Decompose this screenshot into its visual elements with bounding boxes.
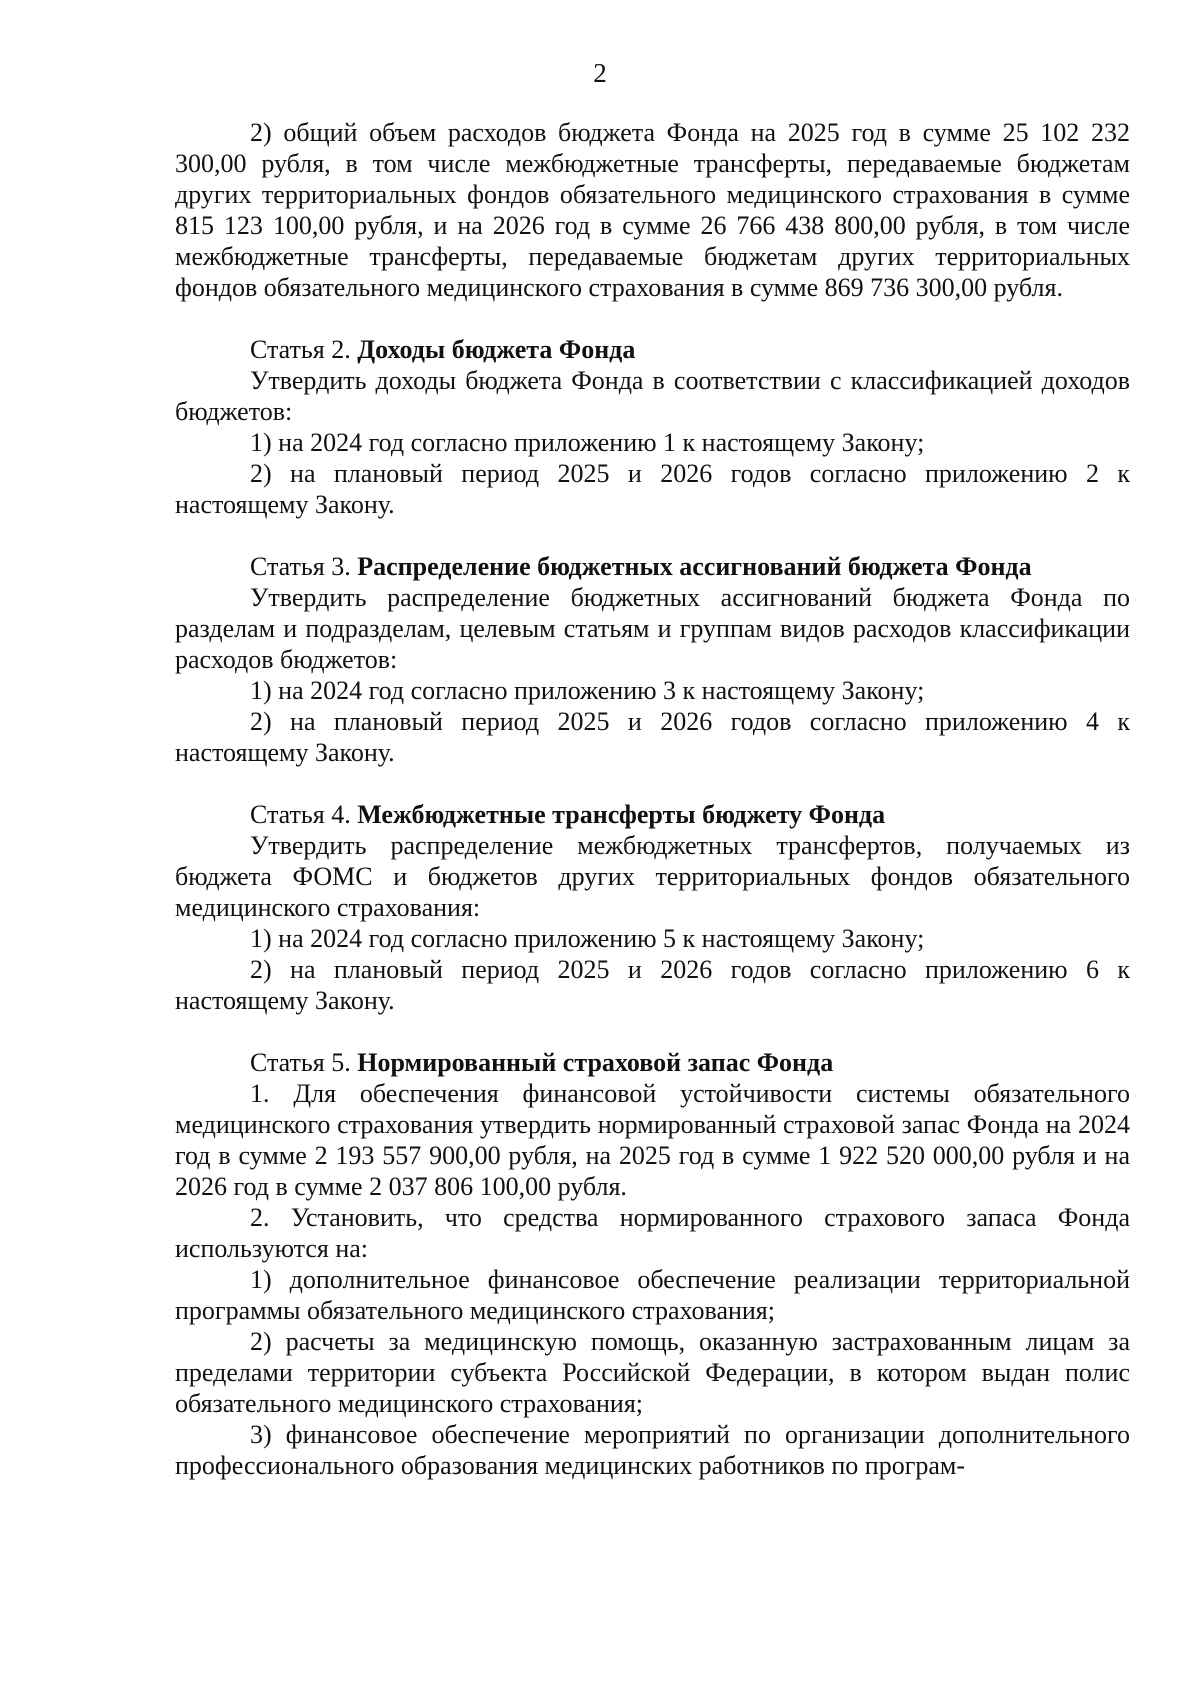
article-paragraph: 2) на плановый период 2025 и 2026 годов согласно приложению 2 к настоящему Закону. (175, 459, 1130, 519)
article-heading: Распределение бюджетных ассигнований бюджета Фонда (357, 552, 1032, 581)
article-paragraph: 2) на плановый период 2025 и 2026 годов согласно приложению 6 к настоящему Закону. (175, 955, 1130, 1015)
article-paragraph: Утвердить доходы бюджета Фонда в соответствии с классификацией доходов бюджетов: (175, 366, 1130, 426)
article-paragraph: 1) дополнительное финансовое обеспечение реализации территориальной программы обязательного медицинского страхования; (175, 1265, 1130, 1325)
article-title (175, 1047, 1130, 1078)
article-paragraph: 1) на 2024 год согласно приложению 5 к настоящему Закону; (250, 924, 925, 953)
article-paragraph: 2. Установить, что средства нормированного страхового запаса Фонда используются на: (175, 1203, 1130, 1263)
intro-paragraph: 2) общий объем расходов бюджета Фонда на 2025 год в сумме 25 102 232 300,00 рубля, в том числе межбюджетные трансферты, передаваемые бюджетам других территориальных фондов обязательного медицинского страхования в сумме 815 123 100,00 рубля, и на 2026 год в сумме 26 766 438 800,00 рубля, в том числе межбюджетные трансферты, передаваемые бюджетам других территориальных фондов обязательного медицинского страхования в сумме 869 736 300,00 рубля. (175, 118, 1130, 302)
article-paragraph: 2) на плановый период 2025 и 2026 годов согласно приложению 4 к настоящему Закону. (175, 707, 1130, 767)
article-3 (175, 551, 1130, 768)
article-label: Статья 3. (250, 552, 351, 581)
article-label: Статья 2. (250, 335, 351, 364)
article-label: Статья 4. (250, 800, 351, 829)
article-5 (175, 1047, 1130, 1481)
article-heading: Нормированный страховой запас Фонда (357, 1048, 834, 1077)
article-paragraph: 2) расчеты за медицинскую помощь, оказанную застрахованным лицам за пределами территории субъекта Российской Федерации, в котором выдан полис обязательного медицинского страхования; (175, 1327, 1130, 1418)
article-paragraph: 1) на 2024 год согласно приложению 1 к настоящему Закону; (250, 428, 925, 457)
page-number: 2 (593, 58, 607, 88)
article-paragraph: 1. Для обеспечения финансовой устойчивости системы обязательного медицинского страхования утвердить нормированный страховой запас Фонда на 2024 год в сумме 2 193 557 900,00 рубля, на 2025 год в сумме 1 922 520 000,00 рубля и на 2026 год в сумме 2 037 806 100,00 рубля. (175, 1079, 1130, 1201)
article-label: Статья 5. (250, 1048, 351, 1077)
article-paragraph: 1) на 2024 год согласно приложению 3 к настоящему Закону; (250, 676, 925, 705)
article-4 (175, 799, 1130, 1016)
article-title (175, 799, 1130, 830)
article-heading: Межбюджетные трансферты бюджету Фонда (357, 800, 886, 829)
document-body (175, 117, 1130, 1481)
article-paragraph: Утвердить распределение бюджетных ассигнований бюджета Фонда по разделам и подразделам, целевым статьям и группам видов расходов классификации расходов бюджетов: (175, 583, 1130, 674)
article-paragraph: Утвердить распределение межбюджетных трансфертов, получаемых из бюджета ФОМС и бюджетов других территориальных фондов обязательного медицинского страхования: (175, 831, 1130, 922)
article-title (175, 551, 1130, 582)
article-title (175, 334, 1130, 365)
article-paragraph: 3) финансовое обеспечение мероприятий по организации дополнительного профессионального образования медицинских работников по програм- (175, 1420, 1130, 1480)
article-2 (175, 334, 1130, 520)
article-heading: Доходы бюджета Фонда (357, 335, 636, 364)
